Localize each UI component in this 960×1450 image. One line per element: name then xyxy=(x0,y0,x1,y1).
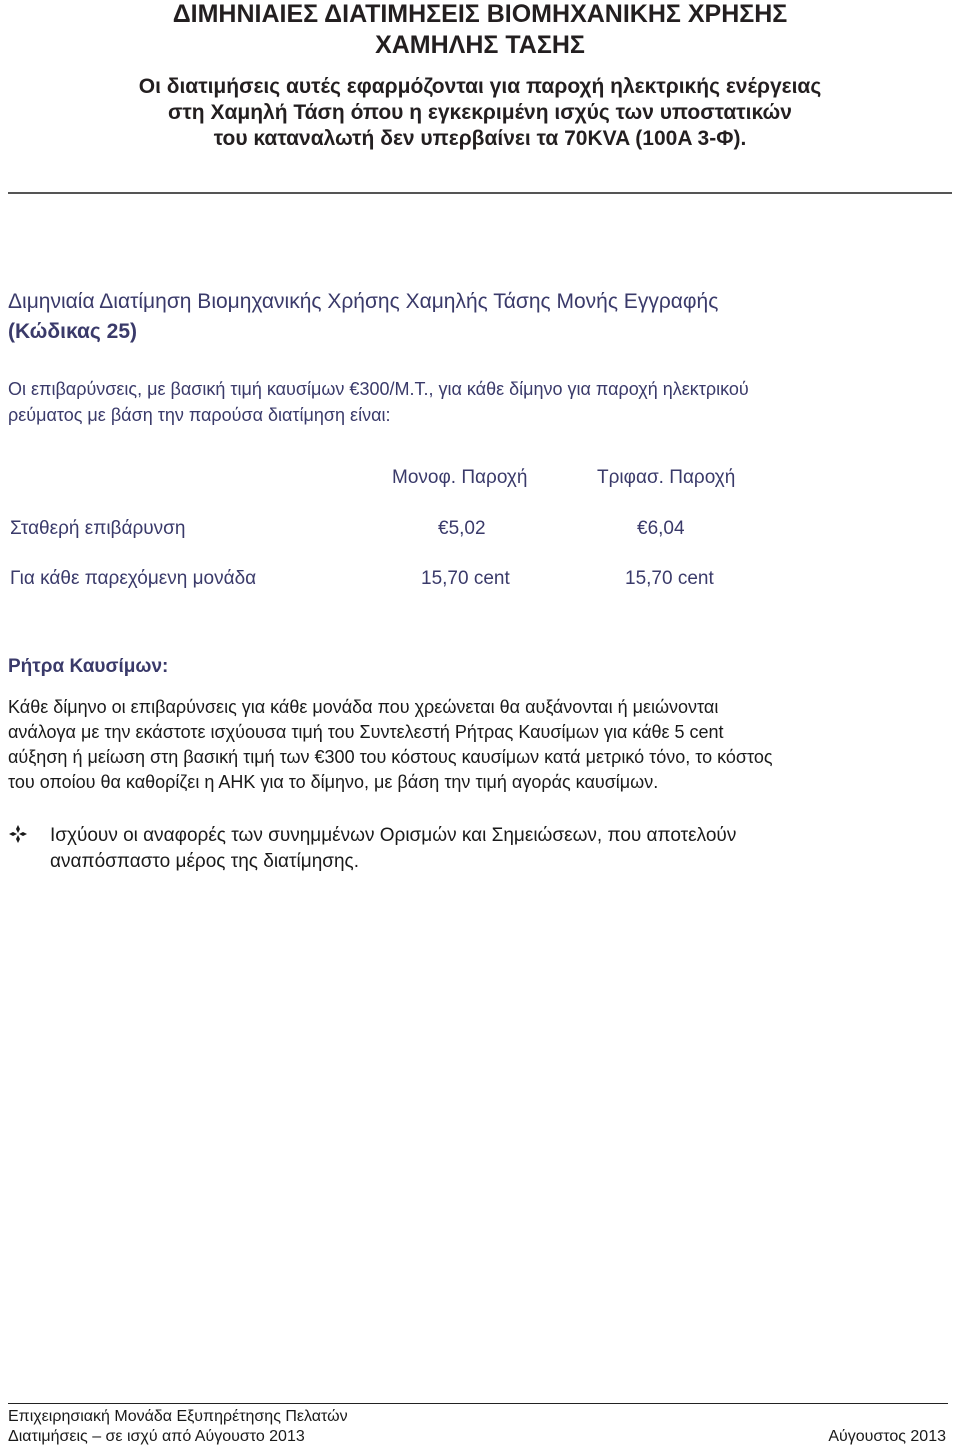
section-title: Διμηνιαία Διατίμηση Βιομηχανικής Χρήσης Χαμηλής Τάσης Μονής Εγγραφής xyxy=(8,290,719,313)
section-code: (Κώδικας 25) xyxy=(8,320,138,343)
footer-department: Επιχειρησιακή Μονάδα Εξυπηρέτησης Πελατών xyxy=(8,1408,348,1425)
per-unit-single-phase: 15,70 cent xyxy=(421,568,510,589)
diamond-bullet-icon xyxy=(8,824,28,850)
per-unit-three-phase: 15,70 cent xyxy=(625,568,714,589)
column-header-three-phase: Τριφασ. Παροχή xyxy=(597,467,736,488)
fuel-clause-line-4: του οποίου θα καθορίζει η ΑΗΚ για το δίμηνο, με βάση την τιμή αγοράς καυσίμων. xyxy=(8,772,659,792)
footer-divider xyxy=(8,1403,948,1404)
fuel-clause-line-2: ανάλογα με την εκάστοτε ισχύουσα τιμή του Συντελεστή Ρήτρας Καυσίμων για κάθε 5 cent xyxy=(8,722,724,742)
footer-validity: Διατιμήσεις – σε ισχύ από Αύγουστο 2013 xyxy=(8,1428,305,1445)
subtitle-line-3: του καταναλωτή δεν υπερβαίνει τα 70KVA (100A 3-Φ). xyxy=(213,127,747,150)
fixed-charge-three-phase: €6,04 xyxy=(637,518,685,539)
header-divider xyxy=(8,192,952,194)
note-line-2: αναπόσπαστο μέρος της διατίμησης. xyxy=(50,851,359,872)
intro-line-1: Οι επιβαρύνσεις, με βασική τιμή καυσίμων €300/Μ.Τ., για κάθε δίμηνο για παροχή ηλεκτρικού xyxy=(8,379,749,399)
column-header-single-phase: Μονοφ. Παροχή xyxy=(392,467,528,488)
fuel-clause-title: Ρήτρα Καυσίμων: xyxy=(8,656,169,677)
fuel-clause-line-3: αύξηση ή μείωση στη βασική τιμή των €300 του κόστους καυσίμων κατά μετρικό τόνο, το κόστος xyxy=(8,747,773,767)
subtitle-line-1: Οι διατιμήσεις αυτές εφαρμόζονται για παροχή ηλεκτρικής ενέργειας xyxy=(138,75,822,98)
footer-date: Αύγουστος 2013 xyxy=(828,1428,946,1445)
subtitle-line-2: στη Χαμηλή Τάση όπου η εγκεκριμένη ισχύς των υποστατικών xyxy=(168,101,792,124)
intro-line-2: ρεύματος με βάση την παρούσα διατίμηση είναι: xyxy=(8,405,391,425)
note-line-1: Ισχύουν οι αναφορές των συνημμένων Ορισμών και Σημειώσεων, που αποτελούν xyxy=(50,825,737,846)
document-title-line-1: ΔΙΜΗΝΙΑΙΕΣ ΔΙΑΤΙΜΗΣΕΙΣ ΒΙΟΜΗΧΑΝΙΚΗΣ ΧΡΗΣΗΣ xyxy=(172,0,788,28)
fixed-charge-single-phase: €5,02 xyxy=(438,518,486,539)
row-label-per-unit: Για κάθε παρεχόμενη μονάδα xyxy=(10,568,257,589)
row-label-fixed-charge: Σταθερή επιβάρυνση xyxy=(10,518,186,539)
fuel-clause-line-1: Κάθε δίμηνο οι επιβαρύνσεις για κάθε μονάδα που χρεώνεται θα αυξάνονται ή μειώνονται xyxy=(8,697,719,717)
document-title-line-2: ΧΑΜΗΛΗΣ ΤΑΣΗΣ xyxy=(375,31,585,59)
